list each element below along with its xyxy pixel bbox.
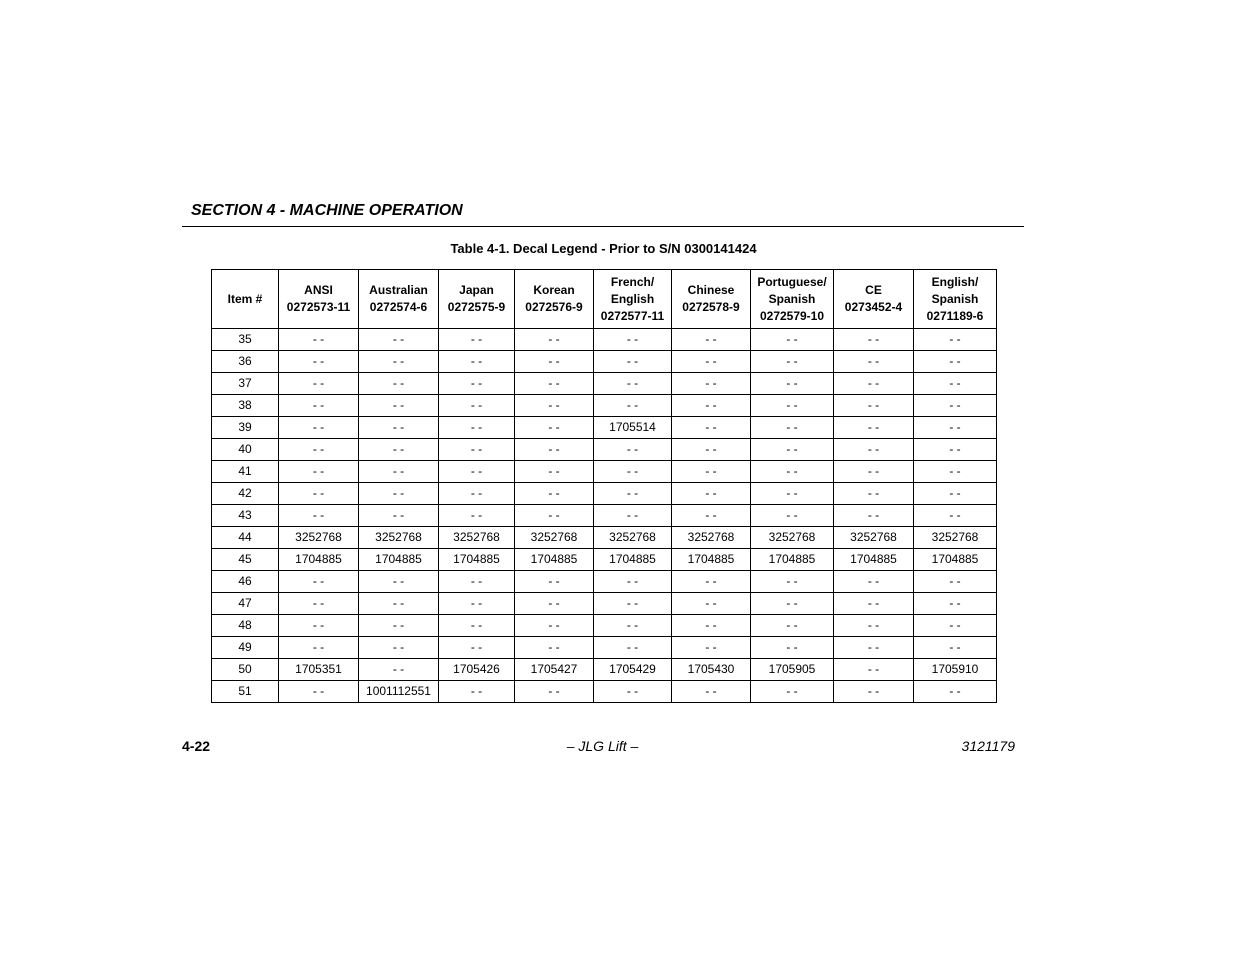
decal-part-cell: - -: [672, 395, 751, 417]
decal-part-cell: 1705905: [751, 659, 834, 681]
decal-part-cell: - -: [279, 373, 359, 395]
decal-part-cell: - -: [751, 615, 834, 637]
column-header: [914, 270, 997, 329]
decal-part-cell: - -: [672, 329, 751, 351]
decal-part-cell: - -: [594, 483, 672, 505]
decal-part-cell: - -: [672, 351, 751, 373]
decal-part-cell: - -: [672, 483, 751, 505]
decal-part-cell: - -: [672, 373, 751, 395]
decal-part-cell: 1704885: [672, 549, 751, 571]
decal-part-cell: - -: [359, 615, 439, 637]
decal-part-cell: - -: [594, 571, 672, 593]
decal-part-cell: - -: [359, 571, 439, 593]
decal-part-cell: 3252768: [515, 527, 594, 549]
decal-part-cell: - -: [279, 483, 359, 505]
decal-part-cell: - -: [359, 329, 439, 351]
decal-part-cell: - -: [834, 461, 914, 483]
item-number-cell: 46: [212, 571, 279, 593]
decal-part-cell: - -: [594, 351, 672, 373]
table-row: [212, 637, 997, 659]
decal-part-cell: - -: [359, 417, 439, 439]
item-number-cell: 49: [212, 637, 279, 659]
table-row: [212, 549, 997, 571]
decal-part-cell: - -: [515, 505, 594, 527]
decal-part-cell: 1704885: [359, 549, 439, 571]
item-number-cell: 38: [212, 395, 279, 417]
table-row: [212, 351, 997, 373]
decal-part-cell: - -: [515, 439, 594, 461]
decal-part-cell: - -: [594, 461, 672, 483]
decal-part-cell: - -: [594, 505, 672, 527]
table-row: [212, 571, 997, 593]
decal-part-cell: - -: [439, 637, 515, 659]
decal-part-cell: - -: [834, 351, 914, 373]
table-row: [212, 329, 997, 351]
decal-part-cell: - -: [672, 505, 751, 527]
document-number: 3121179: [961, 738, 1015, 754]
decal-part-cell: - -: [279, 505, 359, 527]
table-row: [212, 461, 997, 483]
decal-part-cell: - -: [279, 395, 359, 417]
decal-part-cell: - -: [914, 637, 997, 659]
decal-part-cell: - -: [439, 615, 515, 637]
decal-part-cell: - -: [359, 373, 439, 395]
column-header-line: 0272574-6: [369, 300, 428, 314]
column-header: [672, 270, 751, 329]
decal-part-cell: - -: [594, 681, 672, 703]
decal-part-cell: 1705430: [672, 659, 751, 681]
column-header-line: 0272573-11: [286, 300, 351, 314]
decal-part-cell: - -: [515, 395, 594, 417]
decal-part-cell: - -: [834, 659, 914, 681]
decal-part-cell: - -: [439, 329, 515, 351]
item-number-cell: 39: [212, 417, 279, 439]
decal-part-cell: - -: [672, 681, 751, 703]
decal-part-cell: - -: [439, 373, 515, 395]
column-header-line: 0272577-11: [600, 308, 665, 323]
decal-part-cell: - -: [751, 461, 834, 483]
decal-part-cell: 1705426: [439, 659, 515, 681]
decal-part-cell: - -: [751, 505, 834, 527]
table-row: [212, 615, 997, 637]
decal-part-cell: 1704885: [439, 549, 515, 571]
decal-part-cell: - -: [834, 373, 914, 395]
decal-part-cell: - -: [515, 329, 594, 351]
column-header: [212, 270, 279, 329]
decal-part-cell: - -: [279, 461, 359, 483]
decal-legend-table: [211, 269, 997, 703]
decal-part-cell: - -: [834, 483, 914, 505]
decal-part-cell: - -: [359, 637, 439, 659]
decal-part-cell: - -: [359, 461, 439, 483]
column-header-line: Spanish: [768, 291, 816, 306]
decal-part-cell: - -: [439, 593, 515, 615]
decal-part-cell: 1704885: [834, 549, 914, 571]
decal-part-cell: - -: [359, 351, 439, 373]
decal-part-cell: 1705429: [594, 659, 672, 681]
column-header-line: Japan: [459, 283, 494, 297]
decal-part-cell: - -: [914, 461, 997, 483]
table-header-row: [212, 270, 997, 329]
decal-part-cell: - -: [359, 505, 439, 527]
column-header: [834, 270, 914, 329]
decal-part-cell: - -: [515, 681, 594, 703]
decal-part-cell: - -: [439, 571, 515, 593]
decal-part-cell: - -: [751, 417, 834, 439]
header-rule: [182, 226, 1024, 227]
decal-part-cell: - -: [359, 483, 439, 505]
decal-part-cell: - -: [751, 329, 834, 351]
decal-part-cell: - -: [672, 417, 751, 439]
decal-part-cell: - -: [834, 615, 914, 637]
decal-part-cell: - -: [672, 461, 751, 483]
column-header-line: 0271189-6: [926, 308, 984, 323]
decal-part-cell: - -: [279, 637, 359, 659]
decal-part-cell: - -: [914, 505, 997, 527]
decal-part-cell: - -: [515, 483, 594, 505]
column-header-line: Chinese: [687, 283, 735, 297]
item-number-cell: 50: [212, 659, 279, 681]
decal-part-cell: - -: [834, 637, 914, 659]
column-header: [359, 270, 439, 329]
decal-part-cell: - -: [751, 571, 834, 593]
decal-part-cell: - -: [914, 439, 997, 461]
decal-part-cell: - -: [515, 615, 594, 637]
table-row: [212, 505, 997, 527]
table-row: [212, 439, 997, 461]
column-header-line: ANSI: [304, 283, 333, 297]
decal-part-cell: - -: [914, 681, 997, 703]
item-number-cell: 48: [212, 615, 279, 637]
decal-part-cell: - -: [834, 439, 914, 461]
decal-part-cell: - -: [672, 637, 751, 659]
decal-part-cell: 1705351: [279, 659, 359, 681]
decal-part-cell: - -: [914, 483, 997, 505]
item-number-cell: 47: [212, 593, 279, 615]
decal-part-cell: - -: [279, 329, 359, 351]
decal-part-cell: - -: [515, 593, 594, 615]
decal-part-cell: - -: [359, 395, 439, 417]
decal-part-cell: - -: [834, 395, 914, 417]
column-header-line: 0272576-9: [525, 300, 583, 314]
column-header-line: 0272575-9: [447, 300, 506, 314]
decal-part-cell: - -: [914, 373, 997, 395]
decal-part-cell: - -: [515, 351, 594, 373]
decal-part-cell: - -: [914, 417, 997, 439]
decal-part-cell: 1704885: [515, 549, 594, 571]
decal-part-cell: - -: [594, 373, 672, 395]
table-row: [212, 395, 997, 417]
decal-part-cell: - -: [439, 483, 515, 505]
table-body: [212, 329, 997, 703]
decal-part-cell: - -: [439, 461, 515, 483]
decal-part-cell: - -: [439, 395, 515, 417]
decal-part-cell: 1705910: [914, 659, 997, 681]
decal-part-cell: - -: [834, 417, 914, 439]
decal-part-cell: - -: [279, 681, 359, 703]
decal-part-cell: - -: [515, 417, 594, 439]
column-header-line: English/: [931, 274, 979, 289]
column-header: [515, 270, 594, 329]
column-header-line: 0272578-9: [682, 300, 740, 314]
item-number-cell: 42: [212, 483, 279, 505]
decal-part-cell: 1001112551: [359, 681, 439, 703]
decal-part-cell: - -: [672, 593, 751, 615]
decal-part-cell: 1704885: [751, 549, 834, 571]
decal-part-cell: - -: [751, 681, 834, 703]
column-header-line: Item #: [227, 291, 263, 306]
item-number-cell: 40: [212, 439, 279, 461]
item-number-cell: 44: [212, 527, 279, 549]
table-row: [212, 681, 997, 703]
column-header: [279, 270, 359, 329]
decal-part-cell: - -: [834, 593, 914, 615]
decal-part-cell: 3252768: [751, 527, 834, 549]
column-header-line: CE: [865, 283, 882, 297]
decal-part-cell: - -: [594, 329, 672, 351]
decal-part-cell: - -: [834, 681, 914, 703]
page-number: 4-22: [182, 738, 211, 754]
decal-part-cell: - -: [439, 417, 515, 439]
table-row: [212, 373, 997, 395]
section-title: SECTION 4 - MACHINE OPERATION: [191, 202, 463, 219]
column-header: [594, 270, 672, 329]
decal-part-cell: - -: [279, 417, 359, 439]
decal-part-cell: 3252768: [914, 527, 997, 549]
decal-part-cell: - -: [515, 571, 594, 593]
decal-part-cell: - -: [751, 373, 834, 395]
decal-part-cell: - -: [279, 439, 359, 461]
decal-part-cell: - -: [751, 593, 834, 615]
decal-part-cell: 3252768: [834, 527, 914, 549]
item-number-cell: 43: [212, 505, 279, 527]
decal-part-cell: - -: [439, 351, 515, 373]
decal-part-cell: 1704885: [279, 549, 359, 571]
item-number-cell: 41: [212, 461, 279, 483]
decal-part-cell: - -: [672, 615, 751, 637]
item-number-cell: 37: [212, 373, 279, 395]
decal-part-cell: - -: [279, 615, 359, 637]
decal-part-cell: 1704885: [914, 549, 997, 571]
column-header-line: French/: [610, 274, 655, 289]
decal-part-cell: - -: [914, 395, 997, 417]
decal-part-cell: - -: [751, 395, 834, 417]
table-row: [212, 417, 997, 439]
column-header-line: English: [610, 291, 655, 306]
decal-part-cell: - -: [594, 615, 672, 637]
decal-part-cell: - -: [594, 593, 672, 615]
column-header-line: 0272579-10: [759, 308, 825, 323]
decal-part-cell: - -: [515, 637, 594, 659]
decal-part-cell: - -: [279, 571, 359, 593]
decal-part-cell: 1704885: [594, 549, 672, 571]
item-number-cell: 36: [212, 351, 279, 373]
column-header: [439, 270, 515, 329]
decal-part-cell: 1705514: [594, 417, 672, 439]
decal-part-cell: 3252768: [672, 527, 751, 549]
decal-part-cell: 3252768: [439, 527, 515, 549]
decal-part-cell: - -: [439, 681, 515, 703]
decal-part-cell: 1705427: [515, 659, 594, 681]
column-header-line: Australian: [369, 283, 428, 297]
decal-part-cell: - -: [914, 351, 997, 373]
decal-part-cell: - -: [279, 593, 359, 615]
decal-part-cell: - -: [594, 637, 672, 659]
decal-part-cell: 3252768: [359, 527, 439, 549]
decal-part-cell: - -: [751, 439, 834, 461]
decal-part-cell: - -: [834, 571, 914, 593]
decal-part-cell: - -: [515, 373, 594, 395]
decal-part-cell: - -: [751, 351, 834, 373]
decal-part-cell: - -: [672, 439, 751, 461]
decal-part-cell: - -: [359, 439, 439, 461]
table-row: [212, 483, 997, 505]
decal-part-cell: - -: [751, 637, 834, 659]
item-number-cell: 45: [212, 549, 279, 571]
table-row: [212, 527, 997, 549]
decal-part-cell: - -: [359, 659, 439, 681]
decal-part-cell: - -: [914, 593, 997, 615]
decal-part-cell: - -: [914, 329, 997, 351]
decal-part-cell: - -: [439, 505, 515, 527]
decal-part-cell: - -: [914, 571, 997, 593]
decal-part-cell: - -: [439, 439, 515, 461]
decal-part-cell: 3252768: [279, 527, 359, 549]
decal-part-cell: - -: [834, 329, 914, 351]
decal-part-cell: - -: [515, 461, 594, 483]
decal-part-cell: - -: [751, 483, 834, 505]
item-number-cell: 35: [212, 329, 279, 351]
column-header: [751, 270, 834, 329]
column-header-line: Portuguese/: [757, 274, 827, 289]
column-header-line: 0273452-4: [844, 300, 903, 314]
decal-part-cell: - -: [594, 439, 672, 461]
table-row: [212, 659, 997, 681]
item-number-cell: 51: [212, 681, 279, 703]
decal-part-cell: 3252768: [594, 527, 672, 549]
decal-part-cell: - -: [594, 395, 672, 417]
footer-center-text: – JLG Lift –: [566, 738, 639, 754]
column-header-line: Korean: [533, 283, 575, 297]
decal-part-cell: - -: [279, 351, 359, 373]
decal-part-cell: - -: [672, 571, 751, 593]
column-header-line: Spanish: [931, 291, 979, 306]
decal-part-cell: - -: [359, 593, 439, 615]
table-caption: Table 4-1. Decal Legend - Prior to S/N 0300141424: [450, 241, 757, 256]
decal-part-cell: - -: [834, 505, 914, 527]
table-row: [212, 593, 997, 615]
decal-part-cell: - -: [914, 615, 997, 637]
